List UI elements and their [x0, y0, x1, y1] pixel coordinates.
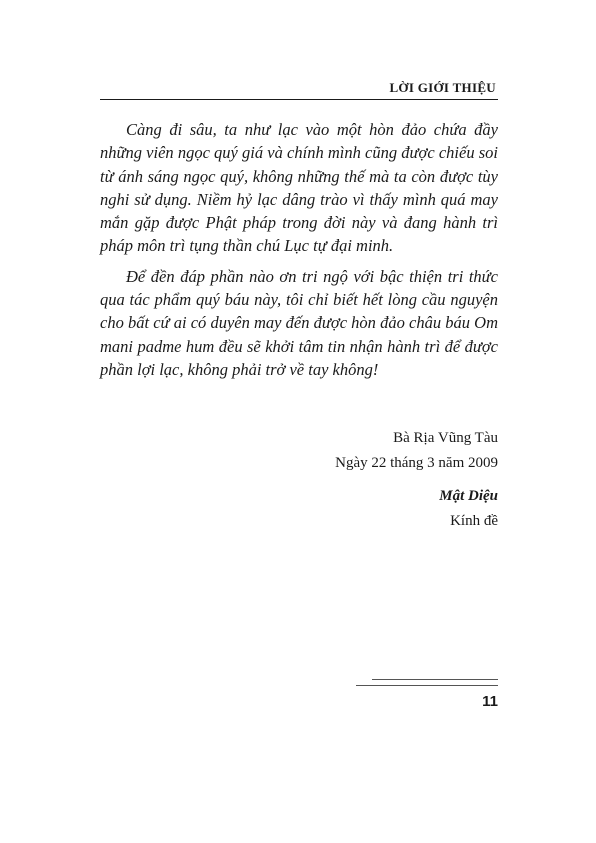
signature-block	[335, 426, 498, 534]
body-text	[100, 118, 498, 381]
signature-author: Mật Diệu	[439, 488, 498, 504]
page-header-title: LỜI GIỚI THIỆU	[389, 80, 496, 95]
header-divider	[100, 99, 498, 100]
footer-divider-top	[372, 679, 498, 680]
footer-divider-bottom	[356, 685, 498, 686]
paragraph-1: Càng đi sâu, ta như lạc vào một hòn đảo chứa đầy những viên ngọc quý giá và chính mình cũng được chiếu soi từ ánh sáng ngọc quý, không những thế mà ta còn được tùy nghi sử dụng. Niềm hỷ lạc dâng trào vì thấy mình quá may mắn gặp được Phật pháp trong đời này và đang hành trì pháp môn trì tụng thần chú Lục tự đại minh.	[100, 120, 498, 256]
page-number: 11	[482, 693, 498, 710]
signature-date: Ngày 22 tháng 3 năm 2009	[335, 455, 498, 471]
signature-place: Bà Rịa Vũng Tàu	[393, 430, 498, 446]
signature-closing: Kính đề	[450, 513, 498, 529]
paragraph-2: Để đền đáp phần nào ơn tri ngộ với bậc thiện tri thức qua tác phẩm quý báu này, tôi chỉ biết hết lòng cầu nguyện cho bất cứ ai có duyên may đến được hòn đảo châu báu Om mani padme hum đều sẽ khởi tâm tin nhận hành trì để được phần lợi lạc, không phải trở về tay không!	[100, 266, 498, 379]
